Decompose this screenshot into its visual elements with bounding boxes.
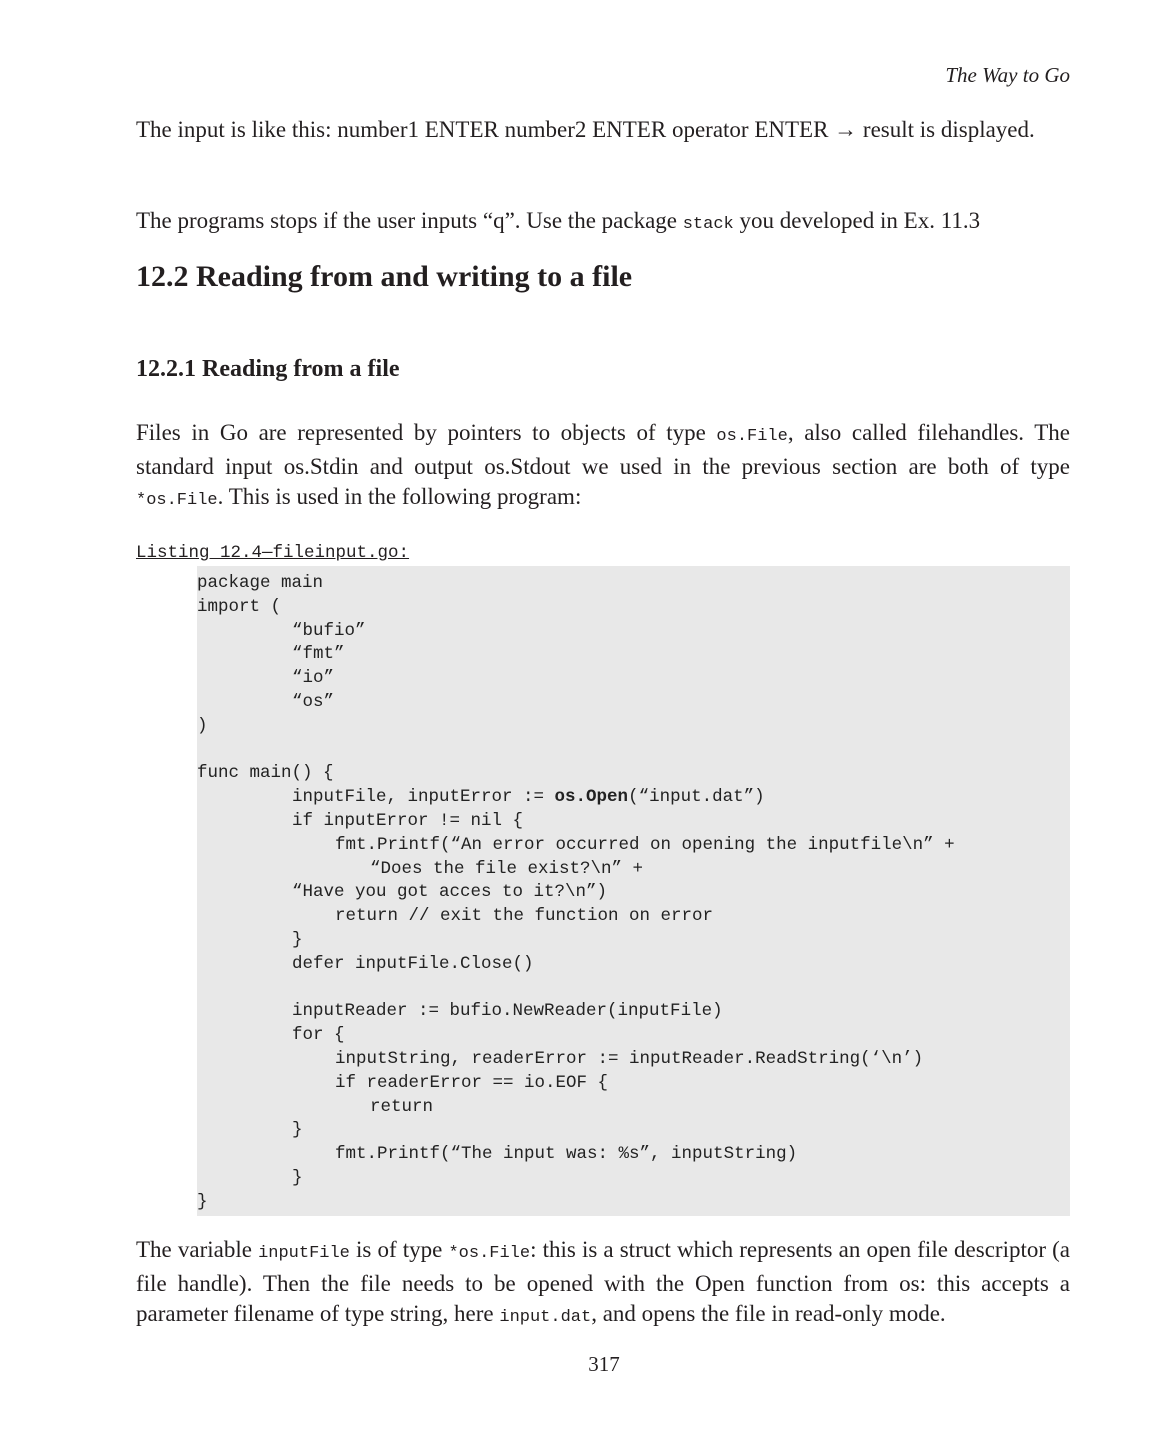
text-run: . This is used in the following program: (217, 484, 582, 509)
code-line (335, 1071, 608, 1095)
code-text: “fmt” (292, 644, 345, 665)
subsection-heading: 12.2.1 Reading from a file (136, 356, 400, 382)
code-line (292, 785, 765, 809)
paragraph-stop-condition (136, 206, 1070, 240)
code-text: func main() { (197, 763, 334, 784)
inline-code: inputFile (258, 1244, 350, 1263)
code-line (335, 904, 713, 928)
code-bold: os.Open (554, 787, 629, 808)
code-text: “os” (292, 692, 335, 712)
text-run: The input is like this: number1 ENTER number2 ENTER operator ENTER → result is displayed. (136, 117, 1035, 142)
code-line (197, 1190, 208, 1214)
code-text: (“input.dat”) (628, 787, 765, 808)
code-line (292, 1023, 345, 1047)
text-run: is of type (349, 1237, 449, 1262)
code-line (292, 619, 366, 643)
code-text: return // exit the function on error (335, 906, 714, 927)
code-line (292, 880, 607, 904)
code-line (292, 999, 723, 1023)
code-line (335, 1047, 923, 1071)
text-run: you developed in Ex. 11.3 (733, 208, 981, 233)
inline-code: os.File (716, 427, 788, 446)
code-text: for { (292, 1025, 345, 1046)
code-line (197, 571, 323, 595)
code-text: inputFile, inputError := (292, 787, 555, 808)
text-run: The variable (136, 1237, 259, 1262)
section-heading: 12.2 Reading from and writing to a file (136, 260, 633, 293)
code-line (292, 809, 523, 833)
code-text: } (292, 930, 303, 950)
paragraph-inputfile-explanation (136, 1235, 1070, 1333)
code-line (370, 1095, 433, 1119)
inline-code: *os.File (136, 491, 218, 510)
listing-label: Listing 12.4—fileinput.go: (136, 543, 410, 563)
code-text: fmt.Printf(“The input was: %s”, inputString) (335, 1144, 798, 1165)
code-listing (197, 566, 1070, 1216)
code-text: } (292, 1168, 303, 1188)
code-line (292, 666, 334, 690)
code-text: inputString, readerError := inputReader.ReadString(‘\n’) (335, 1049, 924, 1069)
code-text: import ( (197, 596, 282, 617)
text-run: The programs stops if the user inputs “q”. Use the package (136, 208, 683, 233)
running-header: The Way to Go (945, 63, 1070, 87)
code-line (197, 595, 281, 619)
code-text: fmt.Printf(“An error occurred on opening the inputfile\n” + (335, 834, 955, 855)
code-text: “Have you got acces to it?\n”) (292, 882, 608, 903)
code-text: inputReader := bufio.NewReader(inputFile) (292, 1001, 723, 1022)
code-line (292, 642, 345, 666)
inline-code: *os.File (448, 1244, 531, 1263)
text-run: : this is a struct which represents an open file descriptor (a file handle). Then the file needs to be opened with the Open function from os: this accepts a parameter filename of type string, here (136, 1237, 1070, 1326)
code-text: } (197, 1191, 208, 1212)
text-run: , also called filehandles. The standard input os.Stdin and output os.Stdout we used in the previous section are both of type (136, 420, 1070, 479)
inline-code: input.dat (499, 1308, 592, 1327)
code-text: } (292, 1120, 303, 1141)
page-number: 317 (588, 1352, 620, 1376)
code-line (292, 952, 534, 976)
code-text: “io” (292, 668, 335, 689)
code-line (197, 761, 334, 785)
text-run: , and opens the file in read-only mode. (591, 1301, 946, 1326)
inline-code: stack (682, 215, 734, 234)
code-text: if readerError == io.EOF { (335, 1072, 609, 1093)
code-text: return (370, 1096, 434, 1117)
text-run: Files in Go are represented by pointers to objects of type (136, 420, 717, 445)
code-text: package main (197, 573, 324, 593)
code-text: ) (197, 715, 208, 736)
code-line (292, 690, 334, 714)
code-line (335, 1142, 797, 1166)
code-line (292, 1166, 303, 1190)
code-line (197, 714, 208, 738)
code-text: “bufio” (292, 620, 366, 641)
code-text: defer inputFile.Close() (292, 953, 534, 974)
code-line (292, 928, 303, 952)
code-text: “Does the file exist?\n” + (370, 858, 644, 879)
code-line (370, 857, 643, 881)
code-line (292, 1118, 303, 1142)
code-line (335, 833, 955, 857)
paragraph-input-description (136, 115, 1070, 145)
code-text: if inputError != nil { (292, 811, 524, 831)
paragraph-files-intro (136, 418, 1070, 516)
